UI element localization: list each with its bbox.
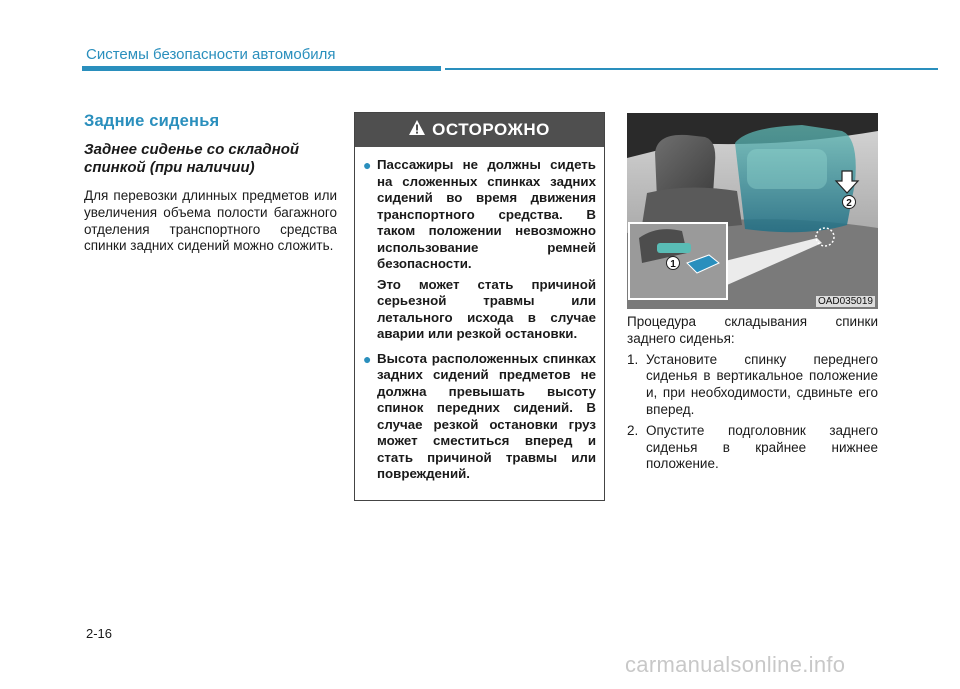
warning-paragraph: Это может стать причиной серьезной травмы или летального исхода в случае аварии или резкой остановки. [377,276,596,341]
warning-body [355,147,604,487]
step-text: Установите спинку переднего сиденья в вертикальное положение и, при необходимости, сдвиньте его вперед. [646,351,878,417]
header-rule-thick [82,66,441,71]
svg-text:1: 1 [670,259,676,270]
bullet-icon: ● [363,350,372,367]
watermark: carmanualsonline.info [625,652,846,677]
figure-code: OAD035019 [817,296,873,307]
procedure [627,314,878,473]
warning-triangle-icon [409,120,425,140]
page-number: 2-16 [86,626,113,641]
warning-item [363,351,596,487]
warning-box [354,112,605,501]
intro-paragraph: Для перевозки длинных предметов или увеличения объема полости багажного отделения транспортного средства спинки задних сидений можно сложить. [84,188,337,254]
procedure-step [627,423,878,473]
seat-illustration [627,113,878,309]
warning-paragraph: Пассажиры не должны сидеть на сложенных спинках задних сидений во время движения транспортного средства. В таком положении невозможно использование ремней безопасности. [377,157,596,271]
warning-paragraph: Высота расположенных спинках задних сидений предметов не должна превышать высоту спинок передних сидений. В случае резкой остановки груз может сместиться вперед и стать причиной травмы или повреждений. [377,350,596,481]
header-rule-thin [445,68,938,70]
procedure-step [627,352,878,419]
step-number: 1. [627,351,639,367]
step-number: 2. [627,422,639,438]
step-text: Опустите подголовник заднего сиденья в крайнее нижнее положение. [646,422,878,472]
bullet-icon: ● [363,157,372,173]
warning-item [363,157,596,347]
left-column [84,112,337,255]
header-title: Системы безопасности автомобиля [86,46,336,63]
svg-text:2: 2 [846,198,852,209]
section-title: Задние сиденья [84,112,220,130]
warning-header-label: ОСТОРОЖНО [432,120,550,139]
warning-header [355,113,604,147]
procedure-intro: Процедура складывания спинки заднего сиденья: [627,314,878,346]
subsection-title: Заднее сиденье со складной спинкой (при наличии) [84,141,300,176]
